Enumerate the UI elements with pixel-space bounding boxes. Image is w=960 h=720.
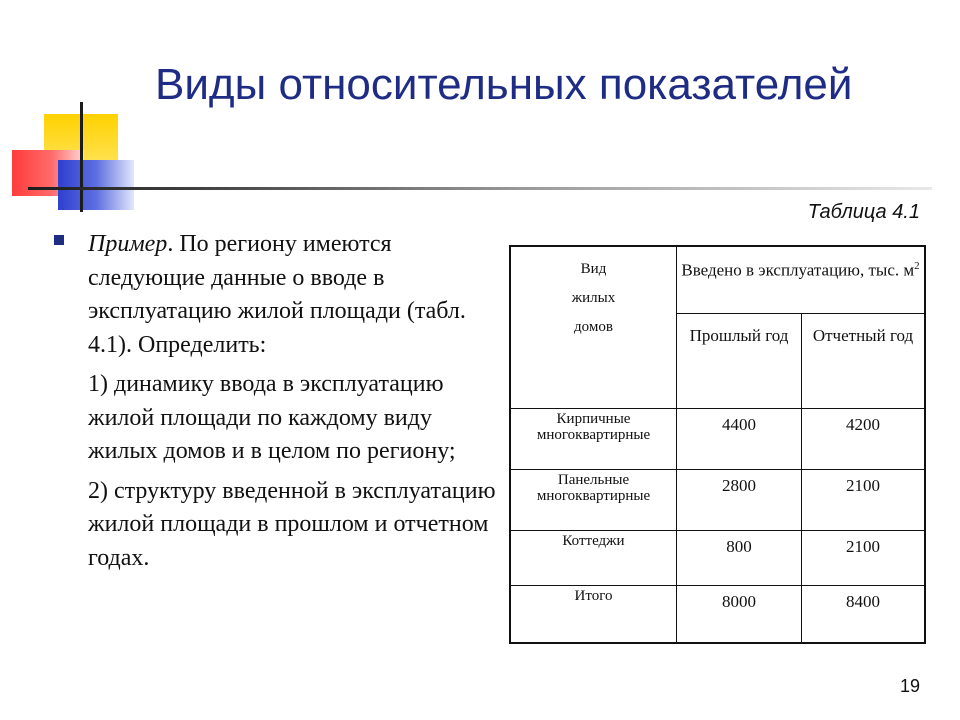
cell-curr: 4200: [802, 409, 926, 470]
header-commissioned-text: Введено в эксплуатацию, тыс. м: [681, 260, 915, 280]
bullet-icon: [54, 235, 64, 245]
table-row: [510, 470, 925, 531]
title-underline: [28, 187, 932, 190]
example-label: Пример: [88, 231, 168, 257]
table-row: [510, 531, 925, 586]
row-label: Кирпичные многоквартирные: [510, 409, 677, 470]
cell-curr: 8400: [802, 586, 926, 644]
header-kind-line-3: домов: [574, 319, 613, 335]
intro-paragraph: [88, 228, 498, 362]
task-1: 1) динамику ввода в эксплуатацию жилой площади по каждому виду жилых домов и в целом по региону;: [88, 371, 456, 464]
header-prev-year: Прошлый год: [677, 314, 802, 409]
header-kind-line-1: Вид: [580, 261, 607, 277]
decor-vertical-line: [80, 102, 83, 212]
header-commissioned-sup: 2: [914, 260, 920, 272]
header-curr-year: Отчетный год: [802, 314, 926, 409]
cell-curr: 2100: [802, 531, 926, 586]
slide-body: [88, 228, 498, 575]
housing-table: [509, 245, 926, 644]
task-2: 2) структуру введенной в эксплуатацию жилой площади в прошлом и отчетном годах.: [88, 477, 496, 571]
header-commissioned: [677, 246, 926, 314]
cell-curr: 2100: [802, 470, 926, 531]
table-row: [510, 409, 925, 470]
cell-prev: 8000: [677, 586, 802, 644]
page-number: 19: [900, 676, 921, 696]
row-label: Коттеджи: [510, 531, 677, 586]
table-caption: Таблица 4.1: [807, 201, 920, 223]
table-row: [510, 586, 925, 644]
decor-blue-square: [58, 160, 134, 210]
intro-text: . По региону имеются следующие данные о вводе в эксплуатацию жилой площади (табл. 4.1). Определить:: [88, 231, 466, 358]
slide-title: Виды относительных показателей: [155, 60, 853, 109]
cell-prev: 2800: [677, 470, 802, 531]
row-label: Панельные многоквартирные: [510, 470, 677, 531]
header-kind-line-2: жилых: [571, 290, 616, 306]
cell-prev: 800: [677, 531, 802, 586]
cell-prev: 4400: [677, 409, 802, 470]
header-kind: [510, 246, 677, 409]
row-label: Итого: [510, 586, 677, 644]
